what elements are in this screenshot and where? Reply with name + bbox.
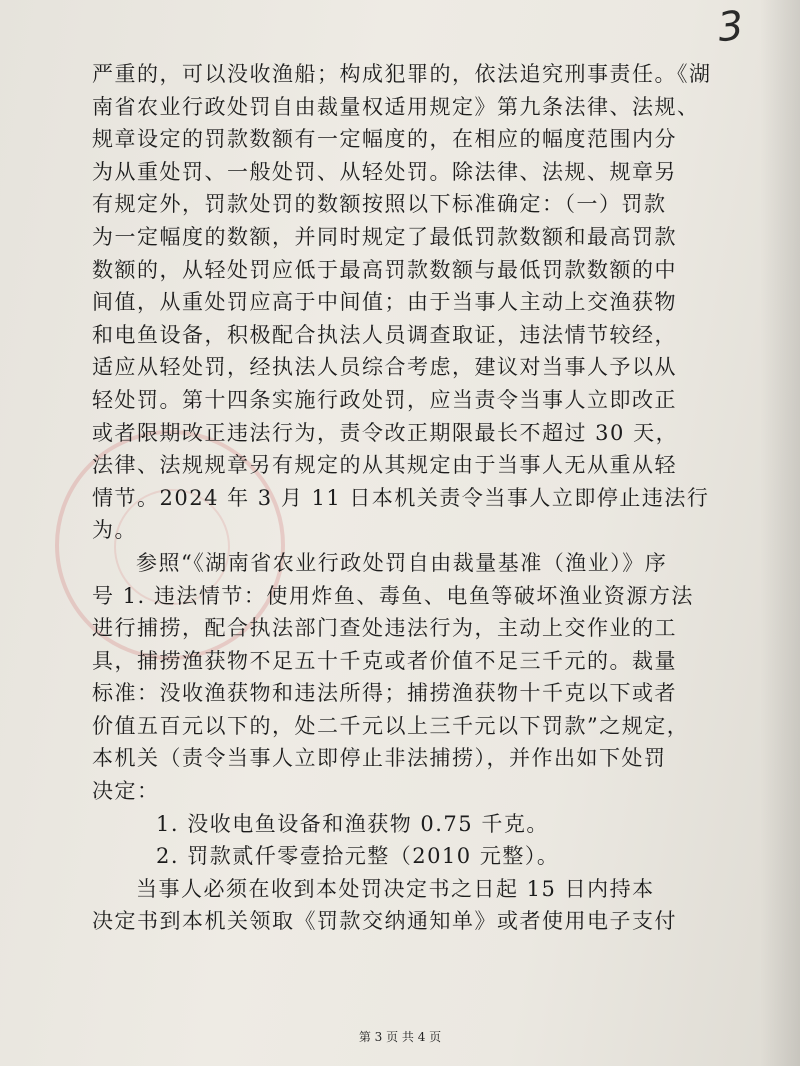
text-line: 参照“《湖南省农业行政处罚自由裁量基准（渔业）》序 bbox=[136, 550, 668, 575]
text-line: 南省农业行政处罚自由裁量权适用规定》第九条法律、法规、 bbox=[92, 94, 700, 119]
text-line: 情节。2024 年 3 月 11 日本机关责令当事人立即停止违法行 bbox=[92, 485, 710, 510]
text-line: 为一定幅度的数额，并同时规定了最低罚款数额和最高罚款 bbox=[92, 224, 677, 249]
text-line: 当事人必须在收到本处罚决定书之日起 15 日内持本 bbox=[136, 876, 655, 901]
page-shadow bbox=[760, 0, 800, 1066]
text-line: 号 1. 违法情节：使用炸鱼、毒鱼、电鱼等破坏渔业资源方法 bbox=[92, 583, 694, 608]
text-line: 为从重处罚、一般处罚、从轻处罚。除法律、法规、规章另 bbox=[92, 159, 677, 184]
text-line: 法律、法规规章另有规定的从其规定由于当事人无从重从轻 bbox=[92, 453, 677, 478]
text-line: 轻处罚。第十四条实施行政处罚，应当责令当事人立即改正 bbox=[92, 387, 677, 412]
text-line: 进行捕捞，配合执法部门查处违法行为，主动上交作业的工 bbox=[92, 616, 677, 641]
text-line: 标准：没收渔获物和违法所得；捕捞渔获物十千克以下或者 bbox=[92, 681, 677, 706]
text-line: 本机关（责令当事人立即停止非法捕捞），并作出如下处罚 bbox=[92, 746, 667, 771]
text-line: 具，捕捞渔获物不足五十千克或者价值不足三千元的。裁量 bbox=[92, 648, 677, 673]
text-line: 有规定外，罚款处罚的数额按照以下标准确定：（一）罚款 bbox=[92, 192, 667, 217]
text-line: 决定： bbox=[92, 779, 160, 804]
decision-item: 1. 没收电鱼设备和渔获物 0.75 千克。 bbox=[156, 811, 549, 836]
body-text bbox=[92, 58, 712, 938]
page-footer: 第 3 页 共 4 页 bbox=[358, 1030, 442, 1044]
text-line: 间值，从重处罚应高于中间值；由于当事人主动上交渔获物 bbox=[92, 290, 677, 315]
decision-item: 2. 罚款贰仟零壹拾元整（2010 元整）。 bbox=[156, 844, 560, 869]
text-line: 规章设定的罚款数额有一定幅度的，在相应的幅度范围内分 bbox=[92, 127, 677, 152]
text-line: 适应从轻处罚，经执法人员综合考虑，建议对当事人予以从 bbox=[92, 355, 677, 380]
text-line: 严重的，可以没收渔船；构成犯罪的，依法追究刑事责任。《湖 bbox=[92, 62, 712, 86]
handwritten-page-number: 3 bbox=[715, 2, 746, 52]
text-line: 数额的，从轻处罚应低于最高罚款数额与最低罚款数额的中 bbox=[92, 257, 677, 282]
text-line: 价值五百元以下的，处二千元以上三千元以下罚款”之规定， bbox=[92, 713, 690, 738]
text-line: 或者限期改正违法行为，责令改正期限最长不超过 30 天， bbox=[92, 420, 679, 445]
text-line: 和电鱼设备，积极配合执法人员调查取证，违法情节较经， bbox=[92, 322, 677, 347]
text-line: 为。 bbox=[92, 518, 137, 543]
text-line: 决定书到本机关领取《罚款交纳通知单》或者使用电子支付 bbox=[92, 909, 677, 934]
